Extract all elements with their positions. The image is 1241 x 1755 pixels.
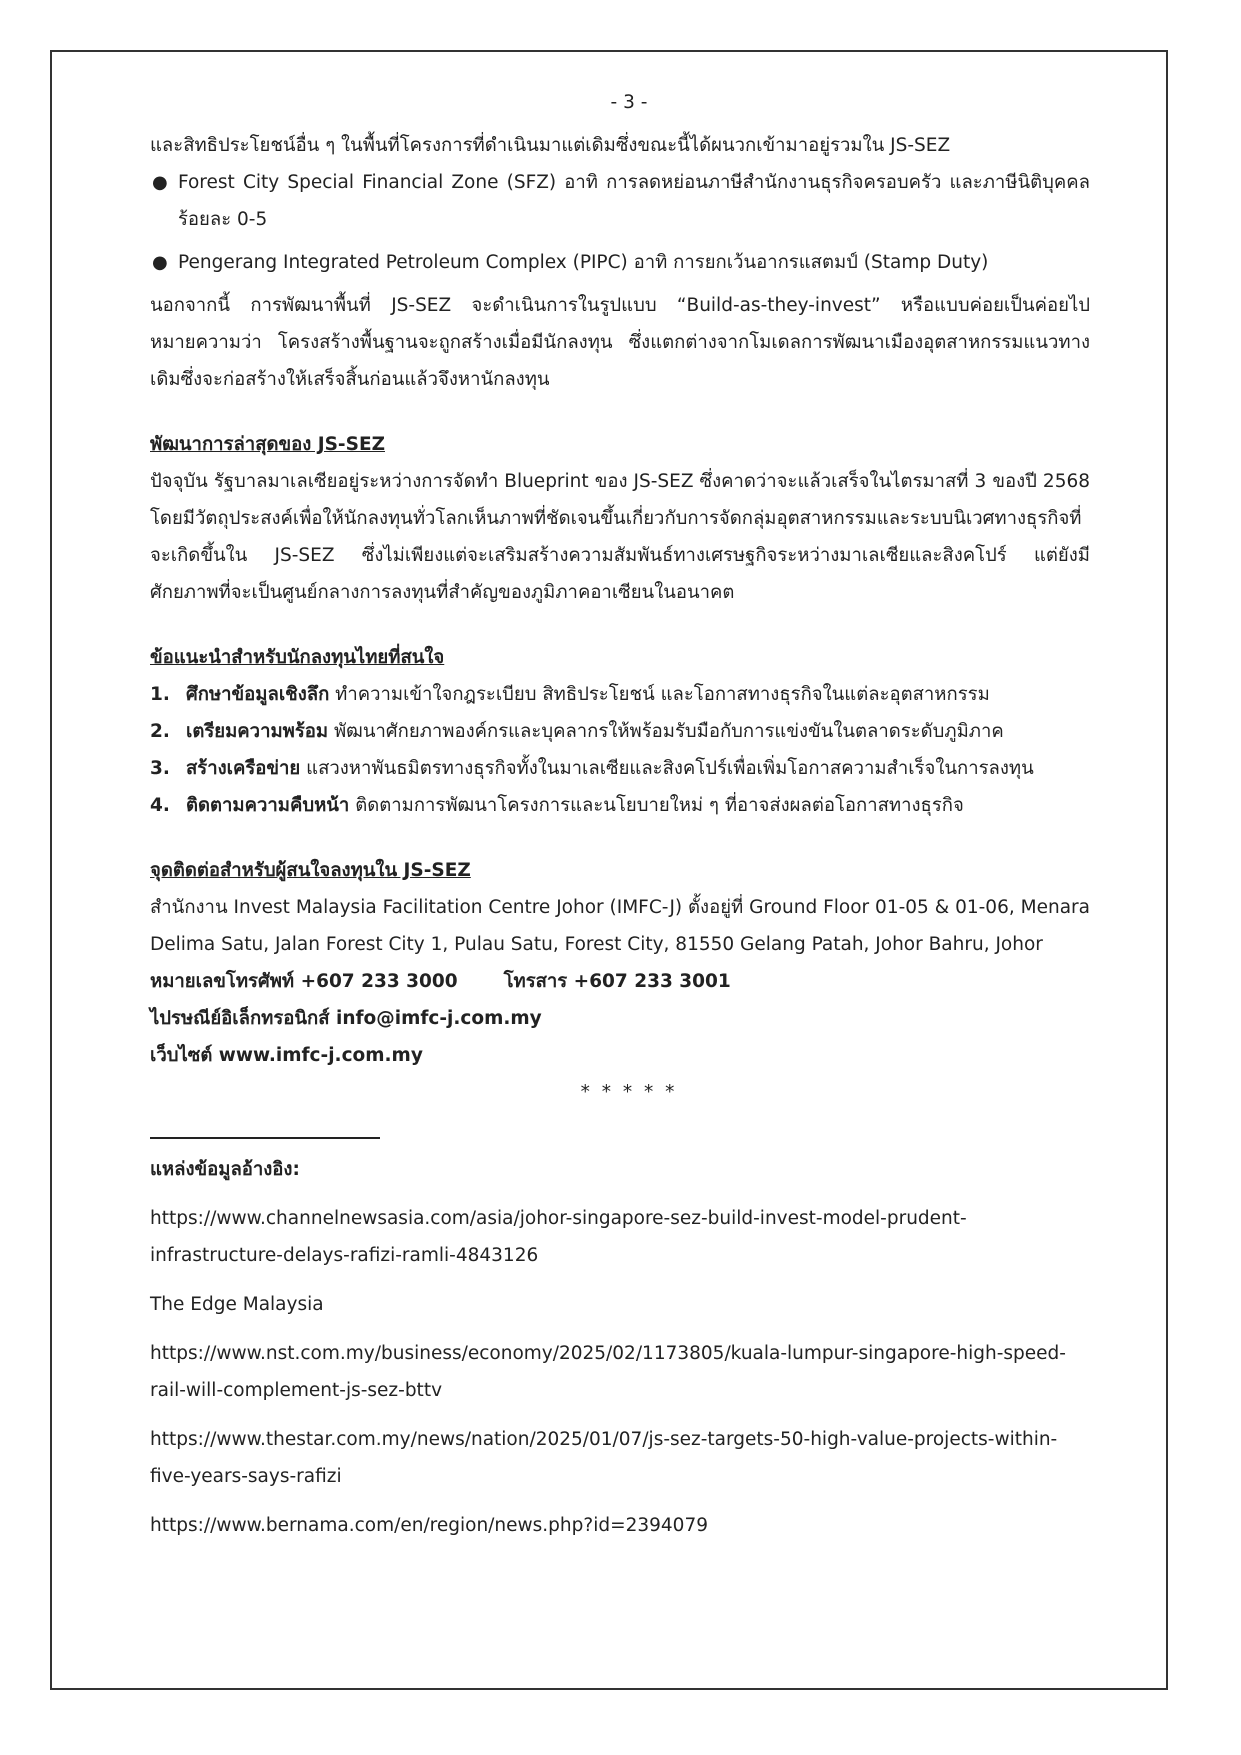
reference-item: https://www.nst.com.my/business/economy/2025/02/1173805/kuala-lumpur-singapore-high-speed-rail-will-complement-js-sez-bttv [150,1343,1066,1401]
advice-text: ทำความเข้าใจกฎระเบียบ สิทธิประโยชน์ และโอกาสทางธุรกิจในแต่ละอุตสาหกรรม [329,684,990,705]
footnote-rule [150,1137,380,1139]
contact-phone-line [150,963,1090,1000]
contact-website: เว็บไซต์ www.imfc-j.com.my [150,1045,423,1066]
reference-item: https://www.channelnewsasia.com/asia/johor-singapore-sez-build-invest-model-prudent-infrastructure-delays-rafizi-ramli-4843126 [150,1208,967,1266]
intro-line: และสิทธิประโยชน์อื่น ๆ ในพื้นที่โครงการที่ดำเนินมาแต่เดิมซึ่งขณะนี้ได้ผนวกเข้ามาอยู่รวมใน JS-SEZ [150,135,951,156]
advice-title: สร้างเครือข่าย [186,758,301,779]
bullet-item [150,164,1090,238]
contact-website-line [150,1037,1090,1074]
advice-number: 4. [150,795,170,816]
bullet-text: Forest City Special Financial Zone (SFZ) อาทิ การลดหย่อนภาษีสำนักงานธุรกิจครอบครัว และภาษีนิติบุคคลร้อยละ 0-5 [178,172,1090,230]
section-separator: * * * * * [580,1082,678,1103]
document-body [150,84,1090,1544]
reference-item: https://www.bernama.com/en/region/news.php?id=2394079 [150,1515,708,1536]
build-paragraph: นอกจากนี้ การพัฒนาพื้นที่ JS-SEZ จะดำเนินการในรูปแบบ “Build-as-they-invest” หรือแบบค่อยเป็นค่อยไป หมายความว่า โครงสร้างพื้นฐานจะถูกสร้างเมื่อมีนักลงทุน ซึ่งแตกต่างจากโมเดลการพัฒนาเมืองอุตสาหกรรมแนวทางเดิมซึ่งจะก่อสร้างให้เสร็จสิ้นก่อนแล้วจึงหานักลงทุน [150,295,1090,390]
contact-email: ไปรษณีย์อิเล็กทรอนิกส์ info@imfc-j.com.my [150,1008,542,1029]
reference-item: The Edge Malaysia [150,1294,324,1315]
advice-title: ติดตามความคืบหน้า [186,795,350,816]
bullet-item [150,244,1090,281]
advice-number: 3. [150,758,170,779]
advice-title: ศึกษาข้อมูลเชิงลึก [186,684,330,705]
advice-item [150,787,1090,824]
bullet-dot-icon: ● [152,252,168,273]
page-number: - 3 - [610,92,648,113]
references [150,1151,1090,1544]
contact-fax: โทรสาร +607 233 3001 [503,971,731,992]
latest-paragraph: ปัจจุบัน รัฐบาลมาเลเซียอยู่ระหว่างการจัดทำ Blueprint ของ JS-SEZ ซึ่งคาดว่าจะแล้วเสร็จในไตรมาสที่ 3 ของปี 2568 โดยมีวัตถุประสงค์เพื่อให้นักลงทุนทั่วโลกเห็นภาพที่ชัดเจนขึ้นเกี่ยวกับการจัดกลุ่มอุตสาหกรรมและระบบนิเวศทางธุรกิจที่จะเกิดขึ้นใน JS-SEZ ซึ่งไม่เพียงแต่จะเสริมสร้างความสัมพันธ์ทางเศรษฐกิจระหว่างมาเลเซียและสิงคโปร์ แต่ยังมีศักยภาพที่จะเป็นศูนย์กลางการลงทุนที่สำคัญของภูมิภาคอาเซียนในอนาคต [150,471,1090,603]
references-heading: แหล่งข้อมูลอ้างอิง: [150,1159,300,1180]
contact-email-line [150,1000,1090,1037]
advice-text: แสวงหาพันธมิตรทางธุรกิจทั้งในมาเลเซียและสิงคโปร์เพื่อเพิ่มโอกาสความสำเร็จในการลงทุน [300,758,1034,779]
section-heading-advice: ข้อแนะนำสำหรับนักลงทุนไทยที่สนใจ [150,647,445,668]
advice-item [150,713,1090,750]
section-heading-latest: พัฒนาการล่าสุดของ JS-SEZ [150,434,385,455]
advice-number: 2. [150,721,170,742]
advice-item [150,750,1090,787]
advice-number: 1. [150,684,170,705]
bullet-dot-icon: ● [152,172,168,193]
reference-item: https://www.thestar.com.my/news/nation/2025/01/07/js-sez-targets-50-high-value-projects-within-five-years-says-rafizi [150,1429,1058,1487]
bullet-text: Pengerang Integrated Petroleum Complex (PIPC) อาทิ การยกเว้นอากรแสตมป์ (Stamp Duty) [178,252,989,273]
advice-title: เตรียมความพร้อม [186,721,329,742]
contact-phone: หมายเลขโทรศัพท์ +607 233 3000 [150,971,458,992]
contact-address: สำนักงาน Invest Malaysia Facilitation Centre Johor (IMFC-J) ตั้งอยู่ที่ Ground Floor 01-05 & 01-06, Menara Delima Satu, Jalan Forest City 1, Pulau Satu, Forest City, 81550 Gelang Patah, Johor Bahru, Johor [150,897,1090,955]
advice-item [150,676,1090,713]
advice-text: ติดตามการพัฒนาโครงการและนโยบายใหม่ ๆ ที่อาจส่งผลต่อโอกาสทางธุรกิจ [349,795,964,816]
advice-text: พัฒนาศักยภาพองค์กรและบุคลากรให้พร้อมรับมือกับการแข่งขันในตลาดระดับภูมิภาค [328,721,1004,742]
section-heading-contact: จุดติดต่อสำหรับผู้สนใจลงทุนใน JS-SEZ [150,860,471,881]
